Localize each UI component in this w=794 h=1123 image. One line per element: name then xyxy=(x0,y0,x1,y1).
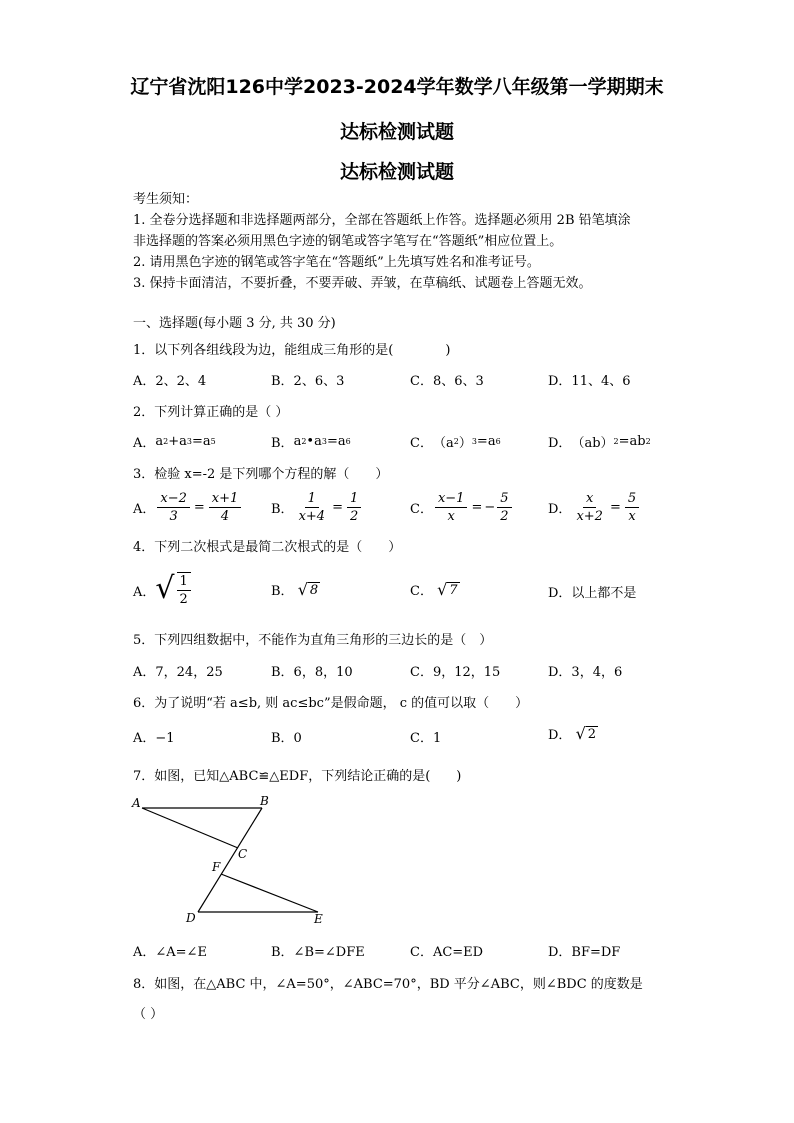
segment-bd xyxy=(198,808,262,912)
q5-option-a: A．7，24，25 xyxy=(133,665,223,680)
q3-b-frac-right xyxy=(347,490,361,525)
q4-c-sqrt: √ 7 xyxy=(437,579,458,599)
q3-c-num1: x−1 xyxy=(435,490,468,508)
q1-option-d: D．11、4、6 xyxy=(548,374,631,389)
q2-d-exp2: 2 xyxy=(645,437,651,446)
q3-b-den2: 2 xyxy=(349,509,359,524)
q3-d-den1: x+2 xyxy=(576,509,603,524)
q2-option-c xyxy=(410,432,501,451)
question-8-stem: 8．如图，在△ABC 中，∠A=50°，∠ABC=70°，BD 平分∠ABC，则∠BDC 的度数是 xyxy=(133,977,643,992)
q2-d-exp1: 2 xyxy=(613,437,619,446)
notice-item-3: 3. 保持卡面清洁，不要折叠，不要弄破、弄皱，在草稿纸、试题卷上答题无效。 xyxy=(133,276,592,291)
q6-d-val: 2 xyxy=(587,726,597,742)
question-3-options xyxy=(133,490,753,530)
q2-option-d xyxy=(548,432,651,451)
q3-c-den1: x xyxy=(447,509,455,524)
question-4-stem: 4．下列二次根式是最简二次根式的是（ ） xyxy=(133,540,402,555)
q2-a-base: a xyxy=(155,434,164,449)
notice-item-1-cont: 非选择题的答案必须用黑色字迹的钢笔或答字笔写在“答题纸”相应位置上。 xyxy=(133,234,563,249)
q2-b-exp1: 2 xyxy=(301,437,307,446)
page-subtitle: 达标检测试题 xyxy=(339,121,454,143)
q3-c-den2: 2 xyxy=(500,509,509,524)
q2-b-base: a xyxy=(293,434,302,449)
q3-b-label: B． xyxy=(271,502,294,517)
q2-c-exp3: 6 xyxy=(495,437,501,446)
segment-fe xyxy=(221,874,318,912)
q2-a-exp3: 5 xyxy=(210,437,216,446)
q7-figure xyxy=(128,794,328,926)
q6-option-b: B．0 xyxy=(271,731,302,746)
label-b: B xyxy=(260,794,269,808)
question-7-options xyxy=(133,941,753,971)
q2-b-mid: •a xyxy=(306,434,322,449)
q6-d-sqrt: √ 2 xyxy=(575,723,597,743)
q3-a-den1: 3 xyxy=(169,509,178,524)
q4-b-val: 8 xyxy=(309,582,319,598)
q3-c-label: C． xyxy=(410,502,433,517)
q3-b-num2: 1 xyxy=(347,490,361,508)
q3-option-a: A． $\frac{x-2}{3}$ = $\frac{x+1}{4}$ xyxy=(133,490,243,525)
question-4-options xyxy=(133,568,753,614)
q2-a-mid: +a xyxy=(168,434,187,449)
q3-option-d: D． $\frac{x}{x+2}$ = $\frac{5}{x}$ xyxy=(548,490,641,525)
q3-d-frac-left xyxy=(573,490,606,525)
question-5-options xyxy=(133,661,753,691)
q3-option-b: B． $\frac{1}{x+4}$ = $\frac{1}{2}$ xyxy=(271,490,363,525)
q3-d-num2: 5 xyxy=(625,490,639,508)
q3-a-frac-right xyxy=(209,490,242,525)
label-c: C xyxy=(238,847,248,861)
q2-d-label: D． xyxy=(548,436,572,451)
question-3-stem: 3．检验 x=-2 是下列哪个方程的解（ ） xyxy=(133,467,389,482)
question-1-stem: 1．以下列各组线段为边，能组成三角形的是( ) xyxy=(133,343,451,358)
question-1-options xyxy=(133,370,753,400)
q2-a-exp1: 2 xyxy=(163,437,169,446)
q4-option-c xyxy=(410,580,460,599)
q3-option-c: C． $\frac{x-1}{x}$ = − $\frac{5}{2}$ xyxy=(410,490,514,525)
q3-a-label: A． xyxy=(133,502,156,517)
q3-a-num2: x+1 xyxy=(209,490,242,508)
q6-option-c: C．1 xyxy=(410,731,442,746)
q4-a-den: 2 xyxy=(179,592,188,607)
q3-b-frac-left xyxy=(296,490,329,525)
q4-a-label: A． xyxy=(133,584,156,600)
question-5-stem: 5．下列四组数据中，不能作为直角三角形的三边长的是（ ） xyxy=(133,633,493,648)
q3-c-frac-left xyxy=(435,490,468,525)
page-subtitle-repeat: 达标检测试题 xyxy=(339,161,454,183)
q2-d-base: （ab） xyxy=(571,436,614,451)
q3-c-num2: 5 xyxy=(497,490,511,508)
q2-d-result: =ab xyxy=(618,434,646,449)
q3-b-num1: 1 xyxy=(305,490,319,508)
q3-a-num1: x−2 xyxy=(157,490,190,508)
q4-a-sqrt: √ $\frac{1}{2}$ xyxy=(155,572,192,608)
q3-d-label: D． xyxy=(548,502,572,517)
q3-c-sign: − xyxy=(484,500,496,515)
q5-option-c: C．9，12，15 xyxy=(410,665,501,680)
q1-option-b: B．2、6、3 xyxy=(271,374,345,389)
q2-a-result: =a xyxy=(192,434,211,449)
q1-option-a: A．2、2、4 xyxy=(133,374,207,389)
q2-b-result: =a xyxy=(326,434,346,449)
q2-option-b xyxy=(271,432,351,451)
q2-c-result: =a xyxy=(476,434,496,449)
q2-c-base: （a xyxy=(432,436,454,451)
q4-b-sqrt: √ 8 xyxy=(297,579,319,599)
q5-option-b: B．6，8，10 xyxy=(271,665,353,680)
q2-a-exp2: 3 xyxy=(186,437,192,446)
q5-option-d: D．3，4，6 xyxy=(548,665,623,680)
section-heading: 一、选择题(每小题 3 分, 共 30 分) xyxy=(133,316,336,331)
label-d: D xyxy=(186,911,196,925)
q3-a-frac-left xyxy=(157,490,190,525)
q2-b-exp3: 6 xyxy=(345,437,351,446)
q2-c-mid: ） xyxy=(458,436,472,451)
q6-d-label: D． xyxy=(548,728,572,743)
label-f: F xyxy=(212,860,221,874)
q2-b-label: B． xyxy=(271,436,294,451)
label-a: A xyxy=(132,796,141,810)
q4-c-label: C． xyxy=(410,584,433,599)
question-8-stem-cont: （ ） xyxy=(133,1007,164,1022)
q6-option-d xyxy=(548,724,598,743)
q2-a-label: A． xyxy=(133,436,156,451)
q4-option-d: D．以上都不是 xyxy=(548,586,637,601)
q3-a-den2: 4 xyxy=(220,509,230,524)
q4-option-a xyxy=(133,572,193,608)
q7-option-a: A．∠A=∠E xyxy=(133,945,207,960)
segment-ac xyxy=(142,808,238,848)
q3-c-frac-right xyxy=(497,490,511,525)
question-7-stem: 7．如图，已知△ABC≌△EDF，下列结论正确的是( ) xyxy=(133,769,462,784)
q7-option-c: C．AC=ED xyxy=(410,945,484,960)
q2-option-a xyxy=(133,432,216,451)
q7-option-b: B．∠B=∠DFE xyxy=(271,945,365,960)
q4-c-val: 7 xyxy=(449,582,458,598)
q3-d-num1: x xyxy=(583,490,596,508)
q3-b-den1: x+4 xyxy=(298,509,326,524)
question-6-options xyxy=(133,723,753,757)
q2-c-exp2: 3 xyxy=(471,437,477,446)
question-2-stem: 2．下列计算正确的是（ ） xyxy=(133,405,289,420)
notice-item-2: 2. 请用黑色字迹的钢笔或答字笔在“答题纸”上先填写姓名和准考证号。 xyxy=(133,255,540,270)
notice-heading: 考生须知： xyxy=(133,192,199,207)
question-2-options xyxy=(133,432,753,462)
notice-item-1: 1. 全卷分选择题和非选择题两部分，全部在答题纸上作答。选择题必须用 2B 铅笔填涂 xyxy=(133,213,631,228)
q4-option-b xyxy=(271,580,320,599)
q2-c-exp1: 2 xyxy=(453,437,459,446)
page-title: 辽宁省沈阳126中学2023-2024学年数学八年级第一学期期末 xyxy=(130,76,664,98)
q6-option-a: A．−1 xyxy=(133,731,175,746)
label-e: E xyxy=(314,912,323,926)
q4-b-label: B． xyxy=(271,584,294,599)
question-6-stem: 6．为了说明“若 a≤b, 则 ac≤bc”是假命题， c 的值可以取（ ） xyxy=(133,696,529,711)
q1-option-c: C．8、6、3 xyxy=(410,374,484,389)
q3-d-frac-right xyxy=(625,490,639,525)
q2-b-exp2: 3 xyxy=(321,437,327,446)
q3-d-den2: x xyxy=(628,509,636,524)
q7-option-d: D．BF=DF xyxy=(548,945,621,960)
q4-a-num: 1 xyxy=(177,573,191,591)
q2-c-label: C． xyxy=(410,436,433,451)
